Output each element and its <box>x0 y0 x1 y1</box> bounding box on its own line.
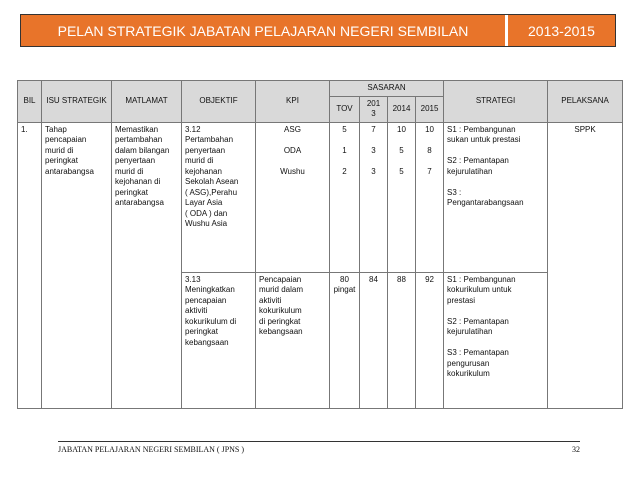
year-range: 2013-2015 <box>508 15 615 46</box>
header-2015: 2015 <box>416 96 444 122</box>
header-kpi: KPI <box>256 81 330 123</box>
cell-strategi: S1 : Pembangunan kokurikulum untuk prestasi S2 : Pemantapan kejurulatihan S3 : Pemantapan pengurusan kokurikulum <box>444 272 548 408</box>
cell-bil: 1. <box>18 122 42 408</box>
header-strategi: STRATEGI <box>444 81 548 123</box>
header-tov: TOV <box>330 96 360 122</box>
header-objektif: OBJEKTIF <box>182 81 256 123</box>
table-row <box>18 122 623 272</box>
cell-objektif: 3.13 Meningkatkan pencapaian aktiviti kokurikulum di peringkat kebangsaan <box>182 272 256 408</box>
strategic-plan-table <box>17 80 623 409</box>
cell-objektif: 3.12 Pertambahan penyertaan murid di kejohanan Sekolah Asean ( ASG),Perahu Layar Asia ( ODA ) dan Wushu Asia <box>182 122 256 272</box>
cell-2014: 88 <box>388 272 416 408</box>
cell-2015: 92 <box>416 272 444 408</box>
header-isu-strategik: ISU STRATEGIK <box>42 81 112 123</box>
header-pelaksana: PELAKSANA <box>548 81 623 123</box>
cell-2014: 10 5 5 <box>388 122 416 272</box>
header-2013: 201 3 <box>360 96 388 122</box>
header-bil: BIL <box>18 81 42 123</box>
header-banner <box>20 14 616 47</box>
cell-2013: 7 3 3 <box>360 122 388 272</box>
footer-department: JABATAN PELAJARAN NEGERI SEMBILAN ( JPNS ) <box>58 445 245 454</box>
cell-2015: 10 8 7 <box>416 122 444 272</box>
cell-kpi: Pencapaian murid dalam aktiviti kokurikulum di peringkat kebangsaan <box>256 272 330 408</box>
cell-kpi: ASG ODA Wushu <box>256 122 330 272</box>
cell-matlamat: Memastikan pertambahan dalam bilangan penyertaan murid di kejohanan di peringkat antarabangsa <box>112 122 182 408</box>
header-matlamat: MATLAMAT <box>112 81 182 123</box>
page-footer <box>58 441 580 454</box>
cell-isu-strategik: Tahap pencapaian murid di peringkat antarabangsa <box>42 122 112 408</box>
cell-tov: 80 pingat <box>330 272 360 408</box>
cell-pelaksana: SPPK <box>548 122 623 408</box>
header-sasaran: SASARAN <box>330 81 444 97</box>
page-number: 32 <box>572 445 580 454</box>
cell-strategi: S1 : Pembangunan sukan untuk prestasi S2 : Pemantapan kejurulatihan S3 : Pengantarabangsaan <box>444 122 548 272</box>
cell-tov: 5 1 2 <box>330 122 360 272</box>
page-title: PELAN STRATEGIK JABATAN PELAJARAN NEGERI SEMBILAN <box>21 15 508 46</box>
cell-2013: 84 <box>360 272 388 408</box>
header-2014: 2014 <box>388 96 416 122</box>
